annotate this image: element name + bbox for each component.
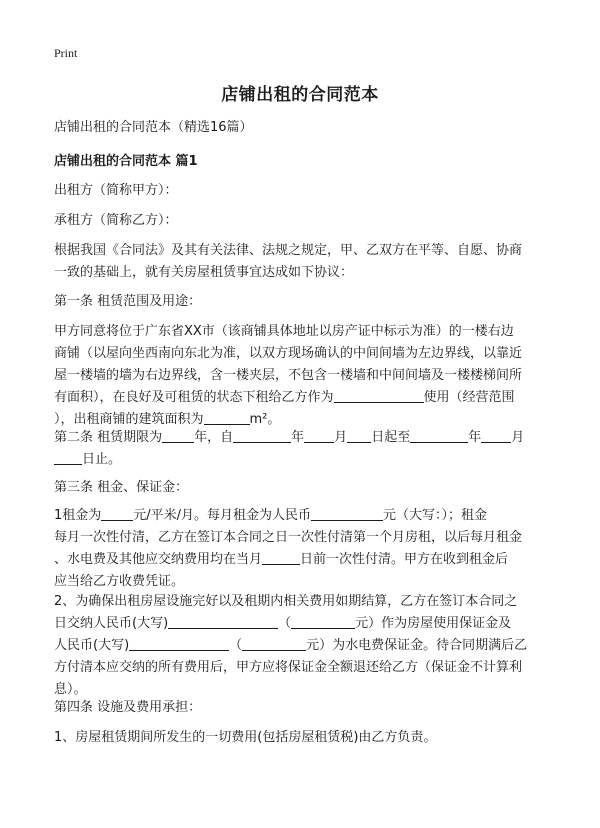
article3-text: 日交纳人民币(大写) — [54, 616, 169, 631]
article1-title: 第一条 租赁范围及用途： — [54, 294, 202, 309]
article3-line: 2、为确保出租房屋设施完好以及租期内相关费用如期结算，乙方在签订本合同之 — [54, 594, 518, 609]
article4-paragraph: 1、房屋租赁期间所发生的一切费用(包括房屋租赁税)由乙方负责。 — [54, 730, 437, 745]
article3-line: 方付清本应交纳的所有费用后，甲方应将保证金全额退还给乙方（保证金不计算利 — [54, 660, 523, 675]
article3-text: 日前一次性付清。甲方在收到租金后 — [300, 552, 509, 567]
area-blank — [204, 410, 250, 425]
print-link[interactable]: Print — [54, 46, 78, 60]
document-title: 店铺出租的合同范本 — [221, 85, 379, 105]
utility-deposit-amount-blank — [242, 636, 306, 651]
article2-text: 日起至 — [371, 430, 411, 445]
article2-text: 日止。 — [82, 452, 122, 467]
house-deposit-amount-blank — [291, 614, 355, 629]
article3-text: （ — [229, 638, 243, 653]
section-heading: 店铺出租的合同范本 篇1 — [54, 154, 198, 169]
article3-text: 1租金为 — [54, 508, 102, 523]
article3-line: 息）。 — [54, 682, 87, 697]
end-month-blank — [481, 428, 511, 443]
article4-title: 第四条 设施及费用承担： — [54, 700, 202, 715]
article2-text: 年，自 — [194, 430, 234, 445]
end-day-blank — [54, 450, 82, 465]
article3-rent-paragraph — [54, 505, 554, 593]
article3-text: 元）为水电费保证金。待合同期满后乙 — [306, 638, 528, 653]
article3-line — [54, 613, 554, 635]
start-year-blank — [233, 428, 291, 443]
utility-deposit-words-blank — [129, 636, 229, 651]
article1-line: 屋一楼墙的墙为右边界线，含一楼夹层，不包含一楼墙和中间间墙及一楼楼梯间所 — [54, 368, 523, 383]
article3-deposit-paragraph — [54, 591, 554, 701]
article3-text: 元（大写：）；租金 — [383, 508, 488, 523]
document-subtitle: 店铺出租的合同范本（精选16篇） — [54, 120, 253, 135]
monthly-rent-blank — [311, 506, 383, 521]
usage-blank — [334, 388, 424, 403]
article1-line: 商铺（以屋向坐西南向东北为准，以双方现场确认的中间间墙为左边界线，以靠近 — [54, 346, 523, 361]
article3-text: 人民币(大写) — [54, 638, 130, 653]
article2-line — [54, 449, 554, 471]
house-deposit-words-blank — [168, 614, 278, 629]
start-month-blank — [304, 428, 334, 443]
article3-line: 应当给乙方收费凭证。 — [54, 574, 185, 589]
article1-text: ），出租商铺的建筑面积为 — [54, 412, 204, 427]
article2-text: 月 — [511, 430, 525, 445]
article3-line — [54, 505, 554, 527]
article3-text: 、水电费及其他应交纳费用均在当月 — [54, 552, 263, 567]
term-years-blank — [162, 428, 194, 443]
intro-line: 根据我国《合同法》及其有关法律、法规之规定，甲、乙双方在平等、自愿、协商 — [54, 243, 523, 258]
article3-text: 元）作为房屋使用保证金及 — [355, 616, 512, 631]
intro-paragraph — [54, 240, 554, 284]
article2-text: 第二条 租赁期限为 — [54, 430, 163, 445]
article3-text: （ — [278, 616, 292, 631]
article1-text: 有面积），在良好及可租赁的状态下租给乙方作为 — [54, 390, 334, 405]
article2-paragraph — [54, 427, 554, 471]
article1-line — [54, 387, 554, 409]
article3-title: 第三条 租金、保证金： — [54, 480, 189, 495]
article1-paragraph — [54, 321, 554, 431]
end-year-blank — [410, 428, 468, 443]
start-day-blank — [347, 428, 371, 443]
intro-line: 一致的基础上，就有关房屋租赁事宜达成如下协议： — [54, 265, 354, 280]
article3-line — [54, 635, 554, 657]
lessor-line: 出租方（简称甲方）： — [54, 183, 178, 198]
payment-day-blank — [262, 550, 300, 565]
lessee-line: 承租方（简称乙方）： — [54, 213, 178, 228]
article1-text: 使用（经营范围 — [423, 390, 515, 405]
article1-text: m²。 — [249, 412, 281, 427]
article2-text: 年 — [468, 430, 482, 445]
article2-text: 月 — [334, 430, 348, 445]
article3-line: 每月一次性付清，乙方在签订本合同之日一次性付清第一个月房租，以后每月租金 — [54, 530, 523, 545]
rent-per-sqm-blank — [101, 506, 133, 521]
article3-line — [54, 549, 554, 571]
article1-line: 甲方同意将位于广东省XX市（该商铺具体地址以房产证中标示为准）的一楼右边 — [54, 324, 514, 339]
article2-text: 年 — [291, 430, 305, 445]
article2-line — [54, 427, 554, 449]
article3-text: 元/平米/月。每月租金为人民币 — [133, 508, 312, 523]
